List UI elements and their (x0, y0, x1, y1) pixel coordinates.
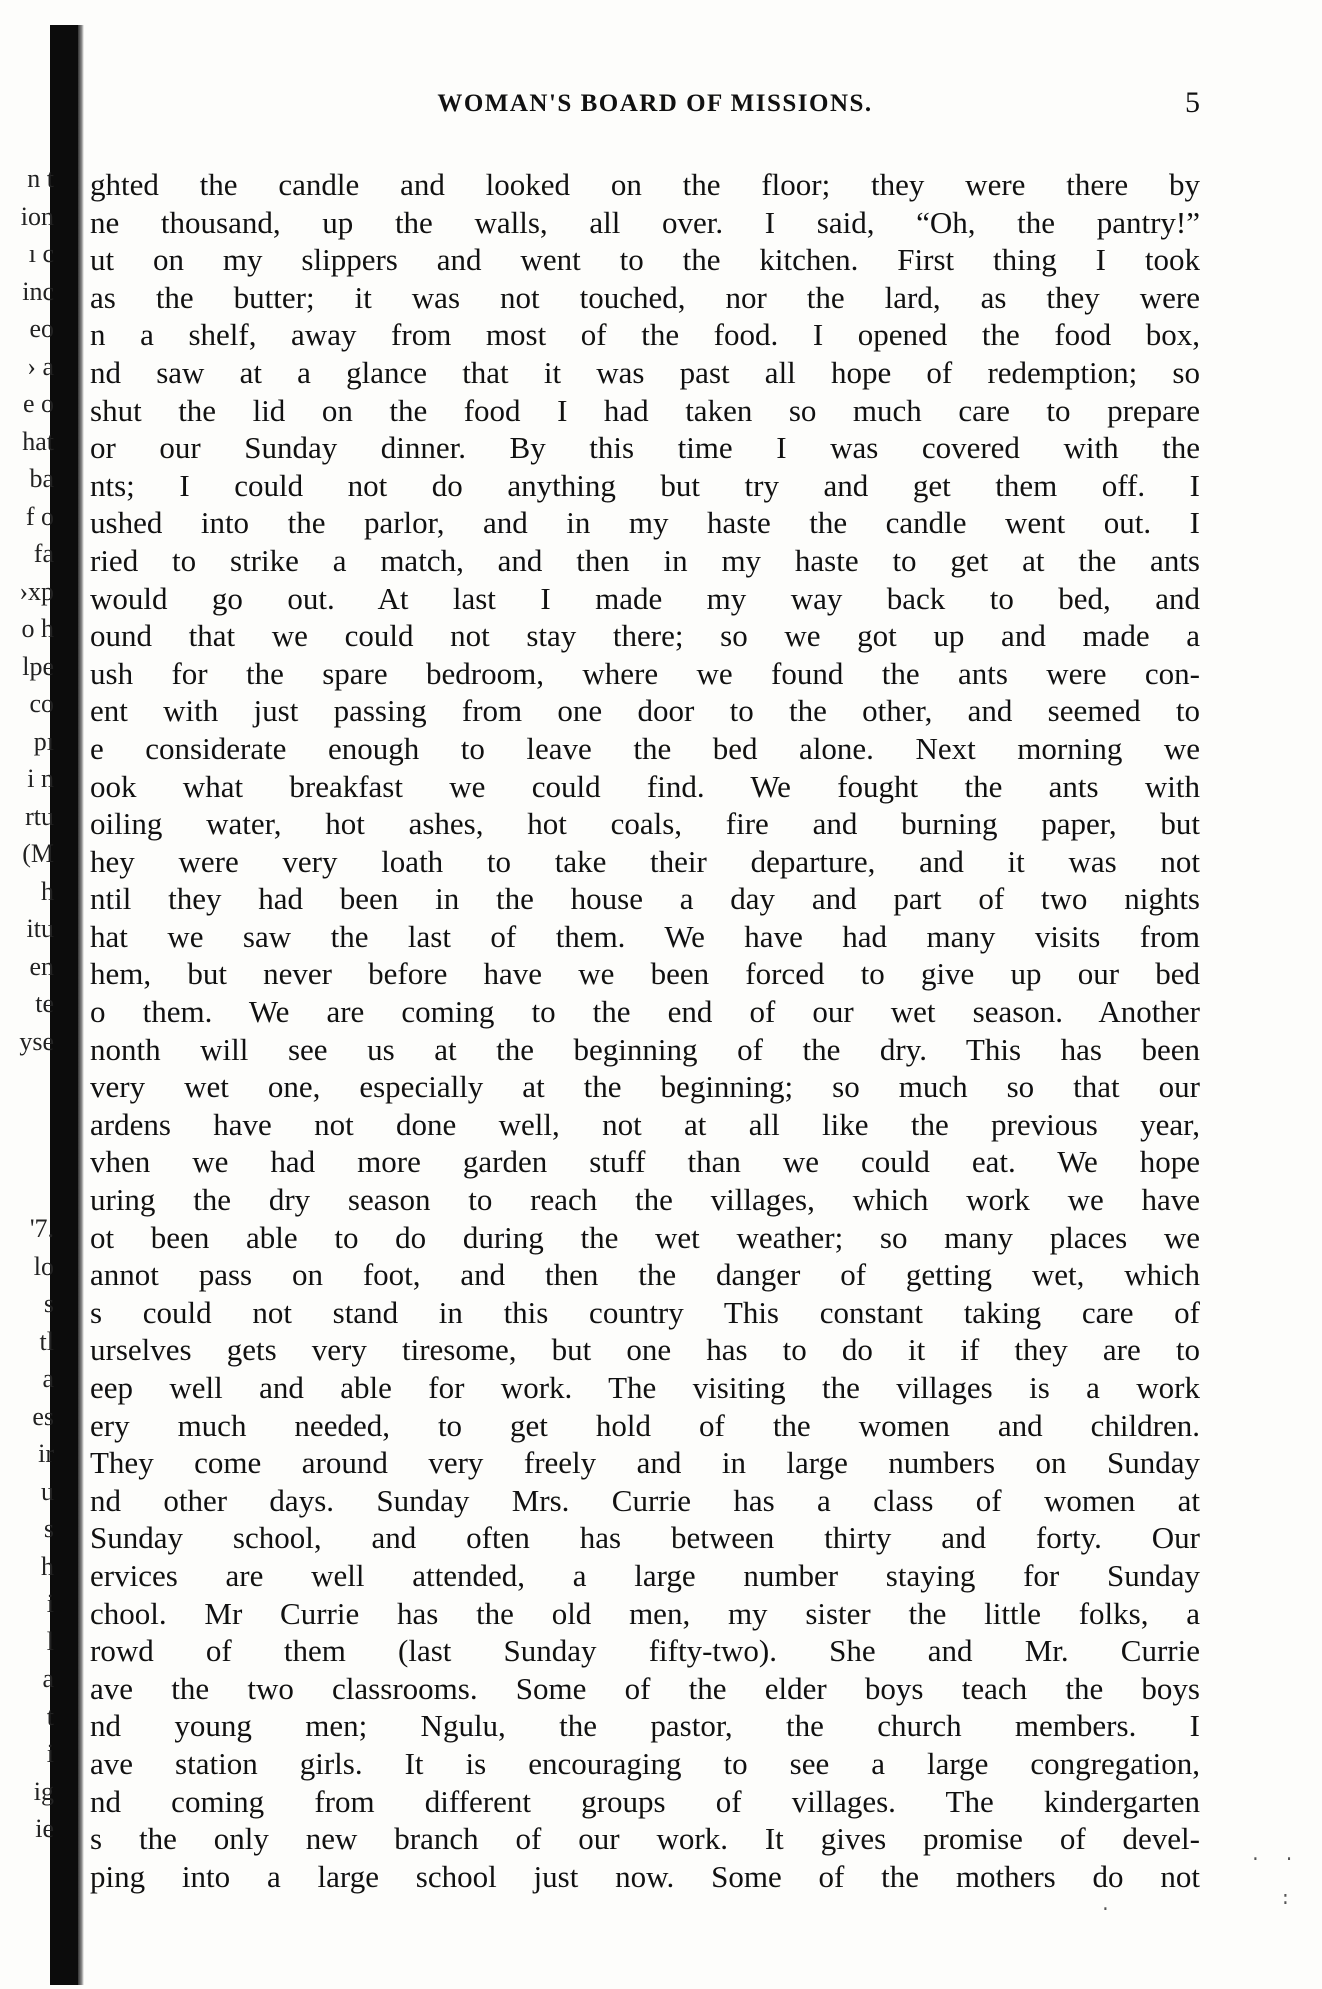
margin-fragment: tl (39, 1326, 54, 1356)
margin-fragment: ir (38, 1439, 54, 1468)
margin-fragment: ba (29, 464, 54, 493)
text-line: would go out. At last I made my way back to bed, and (90, 580, 1200, 616)
text-line: as the butter; it was not touched, nor the lard, as they were (90, 279, 1200, 315)
margin-fragment: a (42, 1364, 54, 1393)
margin-fragment: lpe (22, 651, 54, 681)
margin-fragment: › a (27, 351, 54, 381)
margin-fragment: u (41, 1476, 54, 1506)
margin-fragment: pı (33, 726, 54, 756)
text-line: ntil they had been in the house a day and part of two nights (90, 881, 1200, 917)
margin-fragment: hat (22, 426, 54, 456)
text-line: e considerate enough to leave the bed alone. Next morning we (90, 730, 1200, 766)
margin-fragment: h (41, 1551, 54, 1581)
text-line: They come around very freely and in large numbers on Sunday (90, 1445, 1200, 1481)
text-line: ried to strike a match, and then in my haste to get at the ants (90, 542, 1200, 578)
text-line: ut on my slippers and went to the kitchen. First thing I took (90, 242, 1200, 278)
margin-fragment: fa (33, 539, 54, 568)
text-line: ush for the spare bedroom, where we found the ants were con- (90, 655, 1200, 691)
margin-fragment: h (41, 876, 54, 906)
text-line: nd young men; Ngulu, the pastor, the church members. I (90, 1708, 1200, 1744)
text-line: nd saw at a glance that it was past all hope of redemption; so (90, 354, 1200, 390)
text-line: ound that we could not stay there; so we got up and made a (90, 618, 1200, 654)
text-line: ery much needed, to get hold of the women and children. (90, 1407, 1200, 1443)
text-line: ervices are well attended, a large number staying for Sunday (90, 1557, 1200, 1593)
text-line: chool. Mr Currie has the old men, my sister the little folks, a (90, 1595, 1200, 1631)
binding-edge (78, 25, 84, 1985)
margin-fragment: ie (35, 1814, 54, 1843)
margin-fragment: ig (33, 1776, 54, 1806)
scan-speckle: : (1280, 1890, 1297, 1910)
page-number: 5 (1185, 86, 1200, 119)
margin-fragment: rtu (25, 801, 54, 831)
text-line: ook what breakfast we could find. We fought the ants with (90, 768, 1200, 804)
running-head-title: WOMAN'S BOARD OF MISSIONS. (437, 90, 873, 117)
margin-fragment: f o (25, 501, 54, 531)
text-line: Sunday school, and often has between thirty and forty. Our (90, 1520, 1200, 1556)
margin-fragment: e o (22, 389, 54, 418)
facing-page-margin (0, 160, 56, 1848)
text-line: ave the two classrooms. Some of the elder boys teach the boys (90, 1670, 1200, 1706)
text-line: eep well and able for work. The visiting the villages is a work (90, 1370, 1200, 1405)
margin-fragment: t (46, 1701, 54, 1731)
text-line: hey were very loath to take their departure, and it was not (90, 843, 1200, 879)
running-head (90, 86, 1200, 130)
margin-fragment: n t (27, 164, 54, 193)
margin-fragment: eo (29, 314, 54, 343)
margin-fragment (0, 1173, 56, 1211)
scan-speckle: · · (1250, 1850, 1301, 1870)
text-line: nonth will see us at the beginning of the dry. This has been (90, 1031, 1200, 1067)
text-line: s could not stand in this country This constant taking care of (90, 1294, 1200, 1330)
margin-fragment: (M (22, 839, 54, 868)
text-line: ghted the candle and looked on the floor; they were there by (90, 167, 1200, 202)
text-line: nts; I could not do anything but try and get them off. I (90, 467, 1200, 503)
margin-fragment: s (43, 1289, 54, 1318)
margin-fragment: a (42, 1664, 54, 1693)
margin-fragment: l (46, 1626, 54, 1656)
margin-fragment: i (46, 1739, 54, 1768)
text-line: o them. We are coming to the end of our wet season. Another (90, 994, 1200, 1030)
margin-fragment: en (29, 951, 54, 981)
margin-fragment: co (29, 689, 54, 718)
text-line: n a shelf, away from most of the food. I opened the food box, (90, 317, 1200, 353)
margin-fragment (0, 1060, 56, 1098)
margin-fragment: ion (20, 201, 54, 231)
margin-fragment: itu (26, 914, 54, 943)
margin-fragment: '7. (29, 1214, 54, 1243)
margin-fragment: i (46, 1589, 54, 1618)
text-line: urselves gets very tiresome, but one has to do it if they are to (90, 1332, 1200, 1368)
margin-fragment: inc (22, 276, 54, 306)
text-line: ping into a large school just now. Some of the mothers do not (90, 1858, 1200, 1894)
text-line: rowd of them (last Sunday fifty-two). She and Mr. Currie (90, 1633, 1200, 1669)
margin-fragment: yse (19, 1026, 54, 1056)
text-line: very wet one, especially at the beginning; so much so that our (90, 1069, 1200, 1105)
text-line: nd other days. Sunday Mrs. Currie has a class of women at (90, 1482, 1200, 1518)
margin-fragment (0, 1098, 56, 1136)
text-line: hat we saw the last of them. We have had many visits from (90, 918, 1200, 954)
text-line: shut the lid on the food I had taken so much care to prepare (90, 392, 1200, 428)
margin-fragment: ı c (28, 239, 54, 268)
text-line: ne thousand, up the walls, all over. I said, “Oh, the pantry!” (90, 204, 1200, 240)
body-text (90, 166, 1200, 1895)
text-line: ent with just passing from one door to the other, and seemed to (90, 693, 1200, 729)
text-line: ushed into the parlor, and in my haste the candle went out. I (90, 505, 1200, 541)
text-line: annot pass on foot, and then the danger of getting wet, which (90, 1257, 1200, 1293)
text-line: or our Sunday dinner. By this time I was covered with the (90, 430, 1200, 466)
margin-fragment: ›xp (19, 576, 54, 606)
text-line: vhen we had more garden stuff than we could eat. We hope (90, 1144, 1200, 1180)
margin-fragment: o h (21, 614, 54, 643)
margin-fragment (0, 1135, 56, 1173)
text-line: ardens have not done well, not at all like the previous year, (90, 1106, 1200, 1142)
text-line: hem, but never before have we been forced to give up our bed (90, 956, 1200, 992)
text-line: oiling water, hot ashes, hot coals, fire and burning paper, but (90, 806, 1200, 842)
margin-fragment: s (43, 1514, 54, 1543)
text-line: nd coming from different groups of villages. The kindergarten (90, 1783, 1200, 1819)
margin-fragment: lo (33, 1251, 54, 1281)
text-line: uring the dry season to reach the villages, which work we have (90, 1182, 1200, 1218)
margin-fragment: es (32, 1401, 54, 1431)
text-line: ot been able to do during the wet weather; so many places we (90, 1219, 1200, 1255)
margin-fragment: te (35, 989, 54, 1018)
text-line: ave station girls. It is encouraging to see a large congregation, (90, 1745, 1200, 1781)
scan-speckle: · (1100, 1900, 1117, 1920)
text-line: s the only new branch of our work. It gives promise of devel- (90, 1821, 1200, 1857)
margin-fragment: i n (27, 764, 54, 793)
